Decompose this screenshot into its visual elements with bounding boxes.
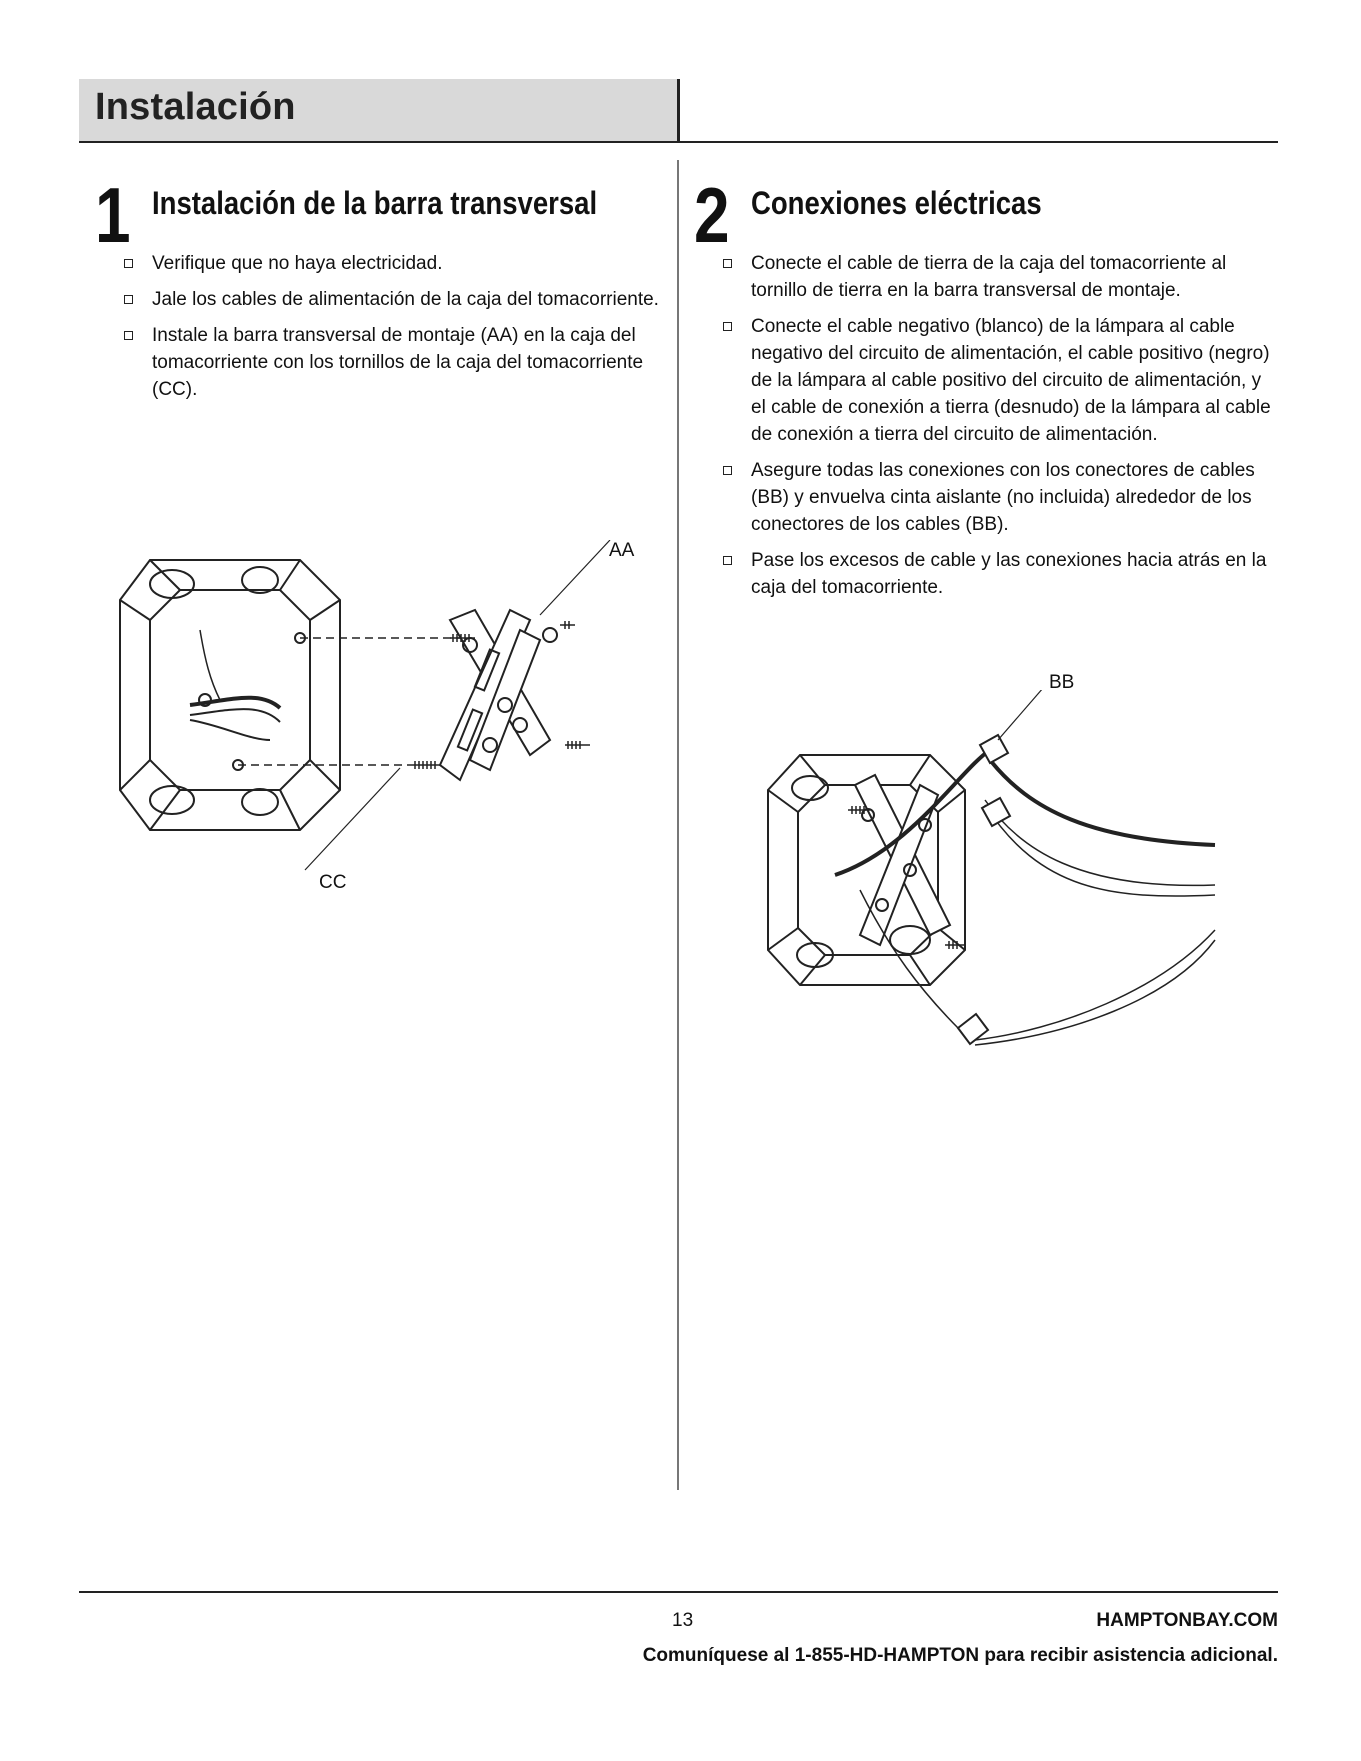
support-line: Comuníquese al 1-855-HD-HAMPTON para recibir asistencia adicional.: [642, 1645, 1278, 1666]
step-1-number: 1: [95, 171, 131, 259]
list-item: Conecte el cable de tierra de la caja del tomacorriente al tornillo de tierra en la barra transversal de montaje.: [751, 250, 1271, 304]
list-item: Verifique que no haya electricidad.: [152, 250, 672, 277]
electrical-connections-illustration: [760, 690, 1220, 1070]
website-link[interactable]: HAMPTONBAY.COM: [1096, 1610, 1278, 1631]
list-item: Pase los excesos de cable y las conexiones hacia atrás en la caja del tomacorriente.: [751, 547, 1271, 601]
list-item: Jale los cables de alimentación de la caja del tomacorriente.: [152, 286, 672, 313]
callout-cc: CC: [319, 872, 347, 893]
list-item: Conecte el cable negativo (blanco) de la lámpara al cable negativo del circuito de alimentación, el cable positivo (negro) de la lámpara al cable positivo del circuito de alimentación, y el cable de conexión a tierra (desnudo) de la lámpara al cable de conexión a tierra del circuito de alimentación.: [751, 313, 1271, 448]
checkbox-icon: [723, 466, 732, 475]
header-rule: [79, 141, 1278, 143]
step-1-title: Instalación de la barra transversal: [152, 185, 598, 221]
page-number: 13: [672, 1610, 694, 1631]
list-item: Asegure todas las conexiones con los conectores de cables (BB) y envuelva cinta aislante (no incluida) alrededor de los conectores de los cables (BB).: [751, 457, 1271, 538]
crossbar-installation-illustration: [110, 540, 670, 900]
callout-bb: BB: [1049, 672, 1075, 693]
footer-rule: [79, 1591, 1278, 1593]
checkbox-icon: [124, 259, 133, 268]
step-2-instructions: [751, 250, 1271, 610]
checkbox-icon: [124, 295, 133, 304]
callout-aa: AA: [609, 540, 635, 561]
checkbox-icon: [124, 331, 133, 340]
step-1-instructions: [152, 250, 672, 412]
list-item: Instale la barra transversal de montaje (AA) en la caja del tomacorriente con los tornillos de la caja del tomacorriente (CC).: [152, 322, 672, 403]
header-divider: [677, 79, 680, 143]
step-2-number: 2: [694, 171, 730, 259]
checkbox-icon: [723, 322, 732, 331]
checkbox-icon: [723, 259, 732, 268]
step-2-title: Conexiones eléctricas: [751, 185, 1042, 221]
section-title: Instalación: [95, 86, 296, 128]
column-divider: [677, 160, 679, 1490]
checkbox-icon: [723, 556, 732, 565]
